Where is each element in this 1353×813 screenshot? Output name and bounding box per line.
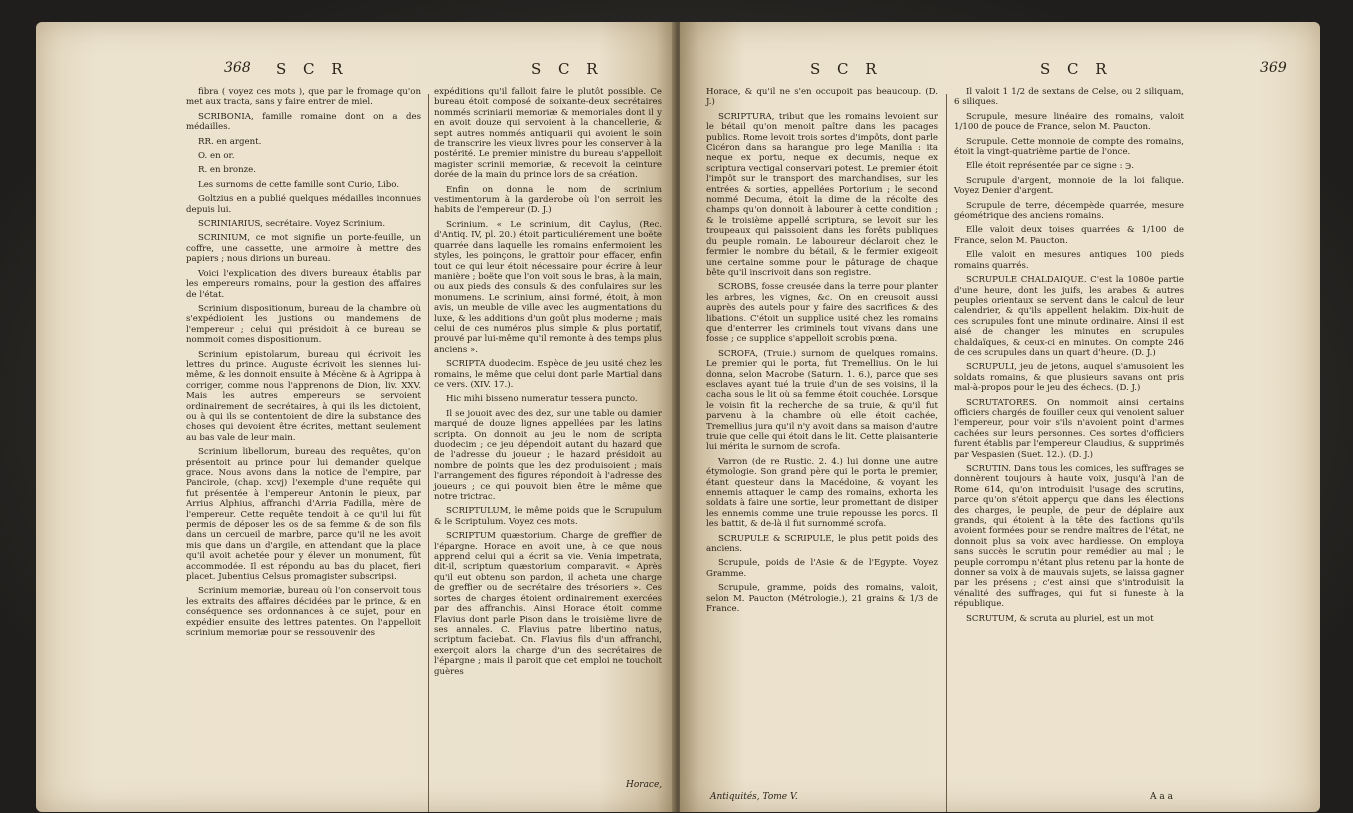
paragraph: Scrinium libellorum, bureau des requêtes, qu'on présentoit au prince pour lui demander quelque grace. Nous avons dans la notice de l'empire, par Pancirole, (chap. xcvj) l'exemple d'une requête qui fut présentée à l'empereur Antonin le pieux, par Arrius Alphius, affranchi d'Arria Fadilla, mère de l'empereur. Cette requête tendoit à ce qu'il lui fût permis de déposer les os de sa femme & de son fils dans un cercueil de marbre, parce qu'il ne les avoit mis que dans un d'argile, en attendant que la place qu'il avoit achetée pour y élever un monument, fût accommodée. Il est répondu au bas du placet, fieri placet. Jubentius Celsus promagister subscripsi. [186, 447, 421, 583]
volume-footer: Antiquités, Tome V. [710, 792, 798, 802]
paragraph: Il valoit 1 1/2 de sextans de Celse, ou 2 siliquam, 6 siliques. [954, 87, 1184, 108]
paragraph: Scrupule. Cette monnoie de compte des romains, étoit la vingt-quatrième partie de l'once. [954, 136, 1184, 158]
paragraph: SCROFA, (Truie.) surnom de quelques romains. Le premier qui le porta, fut Tremellius. On le lui donna, selon Macrobe (Saturn. 1. 6.), parce que ses esclaves ayant tué la truie d'un de ses voisins, il la cacha sous le lit où sa femme étoit couchée. Lorsque le voisin fit la recherche de sa truie, & qu'il fut parvenu à la chambre où elle étoit cachée, Tremellius jura qu'il n'y avoit dans sa maison d'autre truie que celle qui étoit dans le lit. Cette plaisanterie lui mérita le surnom de scrofa. [706, 348, 938, 453]
paragraph: Scrinium dispositionum, bureau de la chambre où s'expédioient les justions ou mandemens de l'empereur ; celui qui présidoit à ce bureau se nommoit comes dispositionum. [186, 303, 421, 346]
column-rule [428, 94, 429, 812]
paragraph: Elle valoit en mesures antiques 100 pieds romains quarrés. [954, 250, 1184, 271]
running-head-left-2: S C R [531, 60, 604, 78]
paragraph: Enfin on donna le nom de scrinium vestimentorum à la garderobe où l'on serroit les habits de l'empereur (D. J.) [434, 184, 662, 216]
paragraph: SCRUPULE & SCRIPULE, le plus petit poids des anciens. [706, 533, 938, 555]
paragraph: SCRIPTULUM, le même poids que le Scrupulum & le Scriptulum. Voyez ces mots. [434, 506, 662, 527]
paragraph: SCRIPTURA, tribut que les romains levoient sur le bétail qu'on menoit paître dans les pacages publics. Rome levoit trois sortes d'impôts, dont parle Cicéron dans sa harangue pro lege Manilia : ita neque ex portu, neque ex decumis, neque ex scriptura vectigal conservari potest. Le premier étoit l'impôt sur le transport des marchandises, sur les entrées & sorties, appellées Portorium ; le second nommé Decuma, étoit la dime de la récolte des champs qu'on donnoit à labourer à cette condition ; & le troisième appellé scriptura, se levoit sur les troupeaux qui paissoient dans les forêts publiques du peuple romain. Le laboureur déclaroit chez le fermier le nombre du bétail, & le fermier exigeoit une certaine somme pour le pâturage de chaque bête qu'il inscrivoit dans son registre. [706, 111, 938, 278]
paragraph: Il se jouoit avec des dez, sur une table ou damier marqué de douze lignes appellées par les latins scripta. On donnoit au jeu le nom de scripta duodecim ; ce jeu dépendoit autant du hazard que de l'adresse du joueur ; le hazard présidoit au nombre de points que les dez produisoient ; mais l'arrangement des figures répondoit à l'adresse des joueurs ; ce qui pouvoit bien être le même que notre trictrac. [434, 408, 662, 503]
paragraph: Hic mihi bisseno numeratur tessera puncto. [446, 394, 638, 405]
paragraph: R. en bronze. [198, 165, 256, 176]
paragraph: SCRINIARIUS, secrétaire. Voyez Scrinium. [198, 219, 386, 230]
paragraph: SCRIPTUM quæstorium. Charge de greffier de l'épargne. Horace en avoit une, à ce que nous apprend celui qui a écrit sa vie. Venia impetrata, dit-il, scriptum quæstorium comparavit. « Après qu'il eut obtenu son pardon, il acheta une charge de greffier ou de secrétaire des trésoriers ». Ces sortes de charges étoient ordinairement exercées par des affranchis. Ainsi Horace étoit comme Flavius dont parle Pison dans le troisième livre de ses annales. C. Flavius patre libertino natus, scriptum faciebat. Cn. Flavius fils d'un affranchi, exerçoit alors la charge d'un des secrétaires de l'épargne ; mais il paroit que cet emploi ne touchoit guères [434, 531, 662, 677]
page-number-right: 369 [1260, 60, 1287, 76]
paragraph: expéditions qu'il falloit faire le plutôt possible. Ce bureau étoit composé de soixante-deux secrétaires nommés scriniarii memoriæ & memoriales dont il y en avoit douze qui servoient à la chancellerie, & sept autres nommés antiquarii qui avoient le soin de transcrire les vieux livres pour les conserver à la postérité. Le premier ministre du bureau s'appelloit magister scrinii memoriæ, & recevoit la ceinture dorée de la main du prince lors de sa création. [434, 87, 662, 181]
paragraph: Elle valoit deux toises quarrées & 1/100 de France, selon M. Paucton. [954, 225, 1184, 246]
paragraph: SCRINIUM, ce mot signifie un porte-feuille, un coffre, une cassette, une armoire à mettre des papiers ; nous dirions un bureau. [186, 233, 421, 265]
paragraph: SCRUPULE CHALDAIQUE. C'est la 1080e partie d'une heure, dont les juifs, les arabes & autres peuples orientaux se servent dans le calcul de leur calendrier, & qu'ils appellent helakim. Dix-huit de ces scrupules font une minute ordinaire. Ainsi il est aisé de changer les minutes en scrupules chaldaïques, & ceux-ci en minutes. On compte 246 de ces scrupules dans un quart d'heure. (D. J.) [954, 275, 1184, 358]
paragraph: SCRUTIN. Dans tous les comices, les suffrages se donnèrent toujours à haute voix, jusqu'à l'an de Rome 614, qu'on introduisit l'usage des scrutins, parce qu'on s'étoit apperçu que dans les élections des charges, le peuple, de peur de déplaire aux grands, qui étoient à la tête des factions qu'ils avoient formées pour se rendre maîtres de l'état, ne donnoit plus sa voix avec hardiesse. On employa sans succès le scrutin pour remédier au mal ; le peuple corrompu n'étant plus retenu par la honte de donner sa voix à de mauvais sujets, se laissa gagner par les présens ; c'est ainsi que s'introduisit la vénalité des suffrages, qui fut si funeste à la république. [954, 464, 1184, 610]
paragraph: Goltzius en a publié quelques médailles inconnues depuis lui. [186, 194, 421, 215]
paragraph: Scrinium. « Le scrinium, dit Caylus, (Rec. d'Antiq. IV, pl. 20.) étoit particuliérement une boëte quarrée dans laquelle les romains enfermoient les styles, les poinçons, le grattoir pour effacer, enfin tout ce qui leur étoit nécessaire pour écrire à leur manière ; boëte que l'on voit sous le bras, à la main, ou aux pieds des consuls & des confulaires sur les monumens. Le scrinium, ainsi formé, étoit, à mon avis, un meuble de ville avec les augmentations du luxe, & les additions d'un goût plus moderne ; mais celui de ces numéros plus simple & plus portatif, prouvé par lui-même qu'il remonte à des temps plus anciens ». [434, 219, 662, 355]
paragraph: Horace, & qu'il ne s'en occupoit pas beaucoup. (D. J.) [706, 87, 938, 108]
paragraph: Scrinium memoriæ, bureau où l'on conservoit tous les extraits des affaires décidées par le prince, & en conséquence ses ordonnances à ce sujet, pour en expédier ensuite des lettres patentes. On l'appelloit scrinium memoriæ pour se ressouvenir des [186, 586, 421, 639]
left-column-1 [186, 87, 421, 643]
paragraph: Scrinium epistolarum, bureau qui écrivoit les lettres du prince. Auguste écrivoit les siennes lui-même, & les donnoit ensuite à Mécène & à Agrippa à corriger, comme nous l'apprenons de Dion, liv. XXV. Mais les autres empereurs se servoient ordinairement de secrétaires, à qui ils les dictoient, ou à qui ils se contentoient de dire la substance des choses qui devoient être écrites, mettant seulement au bas vale de leur main. [186, 349, 421, 443]
paragraph: SCRIPTA duodecim. Espèce de jeu usité chez les romains, le même que celui dont parle Martial dans ce vers. (XIV. 17.). [434, 359, 662, 390]
paragraph: Elle étoit représentée par ce signe : ℈. [966, 161, 1134, 172]
paragraph: RR. en argent. [198, 136, 262, 147]
paragraph: O. en or. [198, 151, 235, 162]
right-page [680, 22, 1320, 812]
paragraph: Scrupule, poids de l'Asie & de l'Egypte. Voyez Gramme. [706, 558, 938, 579]
paragraph: Les surnoms de cette famille sont Curio, Libo. [198, 179, 400, 190]
paragraph: fibra ( voyez ces mots ), que par le fromage qu'on met aux tracta, sans y faire entrer de miel. [186, 87, 421, 108]
paragraph: SCROBS, fosse creusée dans la terre pour planter les arbres, les vignes, &c. On en creusoit aussi auprès des autels pour y faire des sacrifices & des libations. C'étoit un supplice usité chez les romains que d'enterrer les criminels tout vivans dans une fosse ; ce supplice s'appelloit scrobis pœna. [706, 282, 938, 345]
right-column-2 [954, 87, 1184, 628]
paragraph: SCRUTUM, & scruta au pluriel, est un mot [966, 613, 1154, 624]
paragraph: SCRUTATORES. On nommoit ainsi certains officiers chargés de fouiller ceux qui venoient saluer l'empereur, pour voir s'ils n'avoient point d'armes cachées sur leurs personnes. Ces sortes d'officiers furent établis par l'empereur Claudius, & supprimés par Vespasien (Suet. 12.). (D. J.) [954, 397, 1184, 460]
paragraph: Scrupule de terre, décempède quarrée, mesure géométrique des anciens romains. [954, 200, 1184, 222]
paragraph: Scrupule d'argent, monnoie de la loi falique. Voyez Denier d'argent. [954, 175, 1184, 197]
left-column-2 [434, 87, 662, 681]
running-head-right-1: S C R [810, 60, 883, 78]
paragraph: SCRUPULI, jeu de jetons, auquel s'amusoient les soldats romains, & que plusieurs savans ont pris mal-à-propos pour le jeu des échecs. (D. J.) [954, 362, 1184, 394]
running-head-left-1: S C R [276, 60, 349, 78]
column-rule-right [946, 94, 947, 812]
paragraph: Scrupule, mesure linéaire des romains, valoit 1/100 de pouce de France, selon M. Paucton. [954, 111, 1184, 133]
paragraph: Voici l'explication des divers bureaux établis par les empereurs romains, pour la gestion des affaires de l'état. [186, 268, 421, 300]
signature-mark: A a a [1150, 792, 1173, 802]
paragraph: Varron (de re Rustic. 2. 4.) lui donne une autre étymologie. Son grand père qui le porta le premier, étant questeur dans la Macédoine, & voyant les ennemis attaquer le camp des romains, exhorta les soldats à faire une sortie, leur promettant de disiper les ennemis comme une truie repousse les porcs. Il les battit, & de-là il fut surnommé scrofa. [706, 456, 938, 530]
catchword: Horace, [626, 780, 663, 790]
paragraph: Scrupule, gramme, poids des romains, valoit, selon M. Paucton (Métrologie.), 21 grains & 1/3 de France. [706, 583, 938, 615]
left-page [36, 22, 676, 812]
paragraph: SCRIBONIA, famille romaine dont on a des médailles. [186, 111, 421, 133]
page-number-left: 368 [224, 60, 251, 76]
right-column-1 [706, 87, 938, 619]
running-head-right-2: S C R [1040, 60, 1113, 78]
